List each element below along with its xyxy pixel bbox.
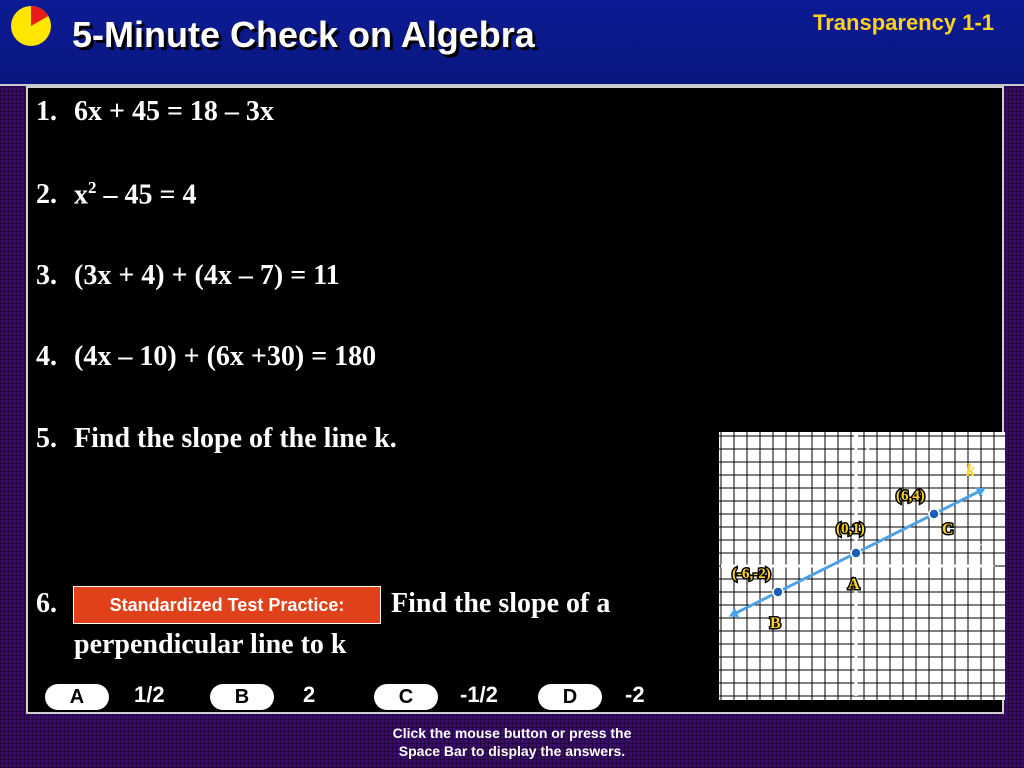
x-axis-label: x [974, 539, 982, 556]
question-5: 5. Find the slope of the line k. [36, 423, 397, 454]
footer-line-2: Space Bar to display the answers. [398, 743, 626, 759]
choice-b-value: 2 [303, 682, 316, 707]
choice-a-value: 1/2 [134, 682, 165, 707]
question-6-text-line2: perpendicular line to k [74, 629, 347, 660]
question-1: 1. 6x + 45 = 18 – 3x [36, 96, 274, 127]
point-a-coords: (0,1) [836, 521, 865, 537]
point-c-letter: C [942, 521, 954, 538]
question-6-text: Find the slope of a [391, 588, 611, 619]
coordinate-graph [719, 432, 1005, 700]
standardized-test-badge: Standardized Test Practice: [73, 586, 381, 624]
point-c [929, 509, 939, 519]
question-2: 2. $x^2 - 45 = 4$ [36, 178, 197, 211]
line-k-label: k [966, 460, 975, 480]
question-6-number: 6. [36, 588, 57, 619]
page-title: 5-Minute Check on Algebra [72, 14, 535, 55]
point-b-coords: (-6,-2) [732, 566, 771, 582]
footer-instructions [0, 724, 1024, 760]
choice-b-button[interactable]: B [210, 684, 274, 710]
point-b [773, 587, 783, 597]
clock-icon [10, 5, 52, 47]
footer-line-1: Click the mouse button or press the [392, 725, 632, 741]
point-c-coords: (6,4) [896, 488, 925, 504]
choice-c-button[interactable]: C [374, 684, 438, 710]
header-bar [0, 0, 1024, 86]
choice-a-button[interactable]: A [45, 684, 109, 710]
transparency-label: Transparency 1-1 [813, 10, 994, 35]
choice-d-button[interactable]: D [538, 684, 602, 710]
choice-c-value: -1/2 [460, 682, 498, 707]
point-b-letter: B [770, 615, 781, 632]
question-4: 4. (4x – 10) + (6x +30) = 180 [36, 341, 377, 372]
y-axis-label: y [866, 433, 874, 450]
point-a [851, 548, 861, 558]
question-3: 3. (3x + 4) + (4x – 7) = 11 [36, 260, 340, 291]
point-a-letter: A [848, 576, 860, 593]
choice-d-value: -2 [625, 682, 645, 707]
